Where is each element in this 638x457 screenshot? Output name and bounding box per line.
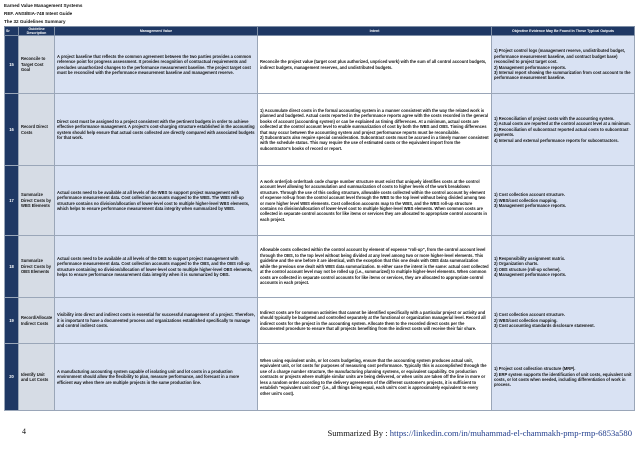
row-number: 18	[5, 236, 19, 298]
column-header-guideline: Guideline Description	[19, 27, 55, 36]
evidence-item: 2) WBS/cost collection mapping.	[494, 197, 558, 203]
evidence-item: 1) Cost collection account structure.	[494, 312, 565, 318]
evidence-item: 3) Management performance reports.	[494, 203, 567, 209]
evidence-item: 1) Project cost collection structure (MRP).	[494, 366, 576, 372]
evidence-item: 2) WBS/cost collection mapping.	[494, 317, 558, 323]
intent: Indirect costs are for common activities that cannot be identified specifically with a particular project or activity and should typically be budgeted and controlled separately at the functional or organization managerial level. Record all indirect costs for the project in the accounting system. Allocate them to the recorded direct costs per the documented procedure to ensure that all projects benefiting from the indirect costs will receive their fair share.	[258, 298, 492, 344]
evidence-item: 1) Cost collection account structure.	[494, 192, 565, 198]
table-row	[5, 36, 635, 94]
objective-evidence	[492, 36, 635, 94]
evidence-item: 1) Project control logs (management reserve, undistributed budget, performance measurement baseline, and contract budget base) reconciled to project target cost.	[494, 48, 626, 65]
page-number: 4	[22, 427, 26, 436]
section-title: The 32 Guidelines Summary	[4, 19, 66, 24]
intent: 1) Accumulate direct costs in the formal accounting system in a manner consistent with the way the related work is planned and budgeted. Actual costs reported in the performance reports agree with the costs recorded in the general books of account (accounting system) or can be explained as timing differences. At a minimum, actual costs are collected at the control account level to enable summarization of cost by both the WBS and OBS. Timing differences that may occur between the accounting system and project performance reports must be reconcilable. 2) Subcontracts also require special consideration. Subcontract costs must be accrued in a timely manner consistent with the schedule status. This may require the use of estimated costs or the equivalent import from the subcontractor's books of record or report.	[258, 94, 492, 166]
guideline-name: Identify Unit and Lot Costs	[19, 344, 55, 411]
table-row	[5, 166, 635, 236]
management-value: Visibility into direct and indirect costs is essential for successful management of a project. Therefore, it is important to have a documented process and organizations established specifically to manage and control indirect costs.	[55, 298, 258, 344]
linkedin-link[interactable]: https://linkedin.com/in/muhammad-el-chammakh-pmp-rmp-6853a580	[389, 428, 632, 438]
evidence-item: 1) Reconciliation of project costs with the accounting system.	[494, 115, 615, 121]
column-header-objective-evidence: Objective Evidence May Be Found In These Typical Outputs	[492, 27, 635, 36]
evidence-item: 4) Internal and external performance reports for subcontractors.	[494, 137, 619, 143]
credit-label: Summarized By :	[327, 428, 388, 438]
evidence-item: 2) ERP system supports the identification of unit costs, equivalent unit costs, or lot costs when needed, including differentiation of work in process.	[494, 371, 632, 388]
guideline-name: Summarize Direct Costs by WBS Elements	[19, 166, 55, 236]
table-header-row	[5, 27, 635, 36]
guideline-name: Summarize Direct Costs by OBS Elements	[19, 236, 55, 298]
table-row	[5, 298, 635, 344]
document-title: Earned Value Management Systems	[4, 3, 83, 8]
management-value: A manufacturing accounting system capable of isolating unit and lot costs in a production environment should allow the flexibility to plan, measure performance, and forecast in a more efficient way when there are multiple projects in the same production line.	[55, 344, 258, 411]
evidence-item: 1) Responsibility assignment matrix.	[494, 255, 566, 261]
evidence-item: 2) Actual costs are reported at the control account level at a minimum.	[494, 121, 631, 127]
table-row	[5, 94, 635, 166]
guideline-name: Record Direct Costs	[19, 94, 55, 166]
guidelines-table	[4, 26, 635, 411]
management-value: Actual costs need to be available at all levels of the OBS to support project management with performance measurement data. Cost collection accounts mapped to the OBS, and the OBS roll-up structure containing no division/allocation of lower-level cost to multiple higher-level OBS elements, helps to ensure performance measurement data integrity when it is summarized by OBS.	[55, 236, 258, 298]
evidence-item: 2) Management performance reports.	[494, 64, 567, 70]
row-number: 17	[5, 166, 19, 236]
table-row	[5, 236, 635, 298]
objective-evidence	[492, 298, 635, 344]
row-number: 15	[5, 36, 19, 94]
row-number: 19	[5, 298, 19, 344]
guideline-name: Reconcile to Target Cost Goal	[19, 36, 55, 94]
management-value: Direct cost must be assigned to a project consistent with the pertinent budgets in order to achieve effective performance management. A project's cost-charging structure established in the accounting system should help ensure that actual costs collected are directly compared with associated budgets for that work.	[55, 94, 258, 166]
objective-evidence	[492, 94, 635, 166]
row-number: 16	[5, 94, 19, 166]
column-header-intent: Intent	[258, 27, 492, 36]
evidence-item: 3) Cost accounting standards disclosure statement.	[494, 323, 595, 329]
evidence-item: 2) Organization charts.	[494, 261, 539, 267]
table-row	[5, 344, 635, 411]
objective-evidence	[492, 236, 635, 298]
column-header-sr: Sr	[5, 27, 19, 36]
author-credit	[327, 428, 632, 438]
intent: When using equivalent units, or lot costs budgeting, ensure that the accounting system produces actual unit, equivalent unit, or lot costs for purposes of measuring cost performance. Typically this is accomplished through the use of a charge number structure, the manufacturing planning systems, or equivalent capability. On production contracts or projects where multiple similar units are being delivered, or when units are taken off the line in more or less a random order according to the delivery agreements of the different customer's projects, it is sufficient to establish "equivalent unit cost" (i.e., all things being equal, each unit's cost is approximately equivalent to every other unit's cost).	[258, 344, 492, 411]
intent: Allowable costs collected within the control account by element of expense "roll-up", from the control account level through the OBS, to the top level without being divided at any level among two or more higher-level elements. This guideline and the one before it are identical, with the exception that this one deals with OBS data summarization while the previous one dealt with WBS data summarization. In either case the intent is the same: actual cost collected at the control account level may not be rolled up (i.e., summarized) to multiple higher-level elements. When common costs are collected in separate control accounts for like items or services, they are allocated to appropriate control accounts in each project.	[258, 236, 492, 298]
objective-evidence	[492, 344, 635, 411]
row-number: 20	[5, 344, 19, 411]
management-value: Actual costs need to be available at all levels of the WBS to support project management with performance measurement data. Cost collection accounts mapped to the WBS. The WBS roll-up structure contains no division/allocation of lower-level cost to multiple higher-level WBS elements, which helps to ensure performance measurement data integrity when summarized by WBS.	[55, 166, 258, 236]
guideline-name: Record/Allocate Indirect Costs	[19, 298, 55, 344]
intent: Reconcile the project value (target cost plus authorized, unpriced work) with the sum of all control account budgets, indirect budgets, management reserves, and undistributed budgets.	[258, 36, 492, 94]
document-reference: REF. ANSI/EIA-748 Intent Guide	[4, 11, 73, 16]
evidence-item: 3) Internal report showing the summarization from cost account to the performance measurement baseline.	[494, 69, 631, 81]
column-header-management-value: Management Value	[55, 27, 258, 36]
evidence-item: 4) Management performance reports.	[494, 271, 567, 277]
evidence-item: 3) Reconciliation of subcontract reported actual costs to subcontract payments.	[494, 126, 629, 138]
intent: A work order/job order/task code charge number structure must exist that uniquely identifies costs at the control account level allowing for accumulation and summarization of costs to higher levels of the work breakdown structure. Through the use of this coding structure, allowable costs collected within the control account by element of expense roll-up from the control account level through the WBS to the top level without being divided among two or more higher level WBS elements. Cost collection accounts map to the WBS, and the WBS roll-up structure contains no division/allocation of lower-level cost to multiple higher-level WBS elements. When common costs are collected in separate control accounts for like items or services they are allocated to appropriate control accounts in each project.	[258, 166, 492, 236]
management-value: A project baseline that reflects the common agreement between the two parties provides a common reference point for progress assessment. It provides recognition of contractual requirements and precludes unauthorized changes to the performance measurement baseline. The project target cost must be reconciled with the performance measurement baseline and management reserve.	[55, 36, 258, 94]
evidence-item: 3) OBS structure (roll-up scheme).	[494, 266, 561, 272]
objective-evidence	[492, 166, 635, 236]
